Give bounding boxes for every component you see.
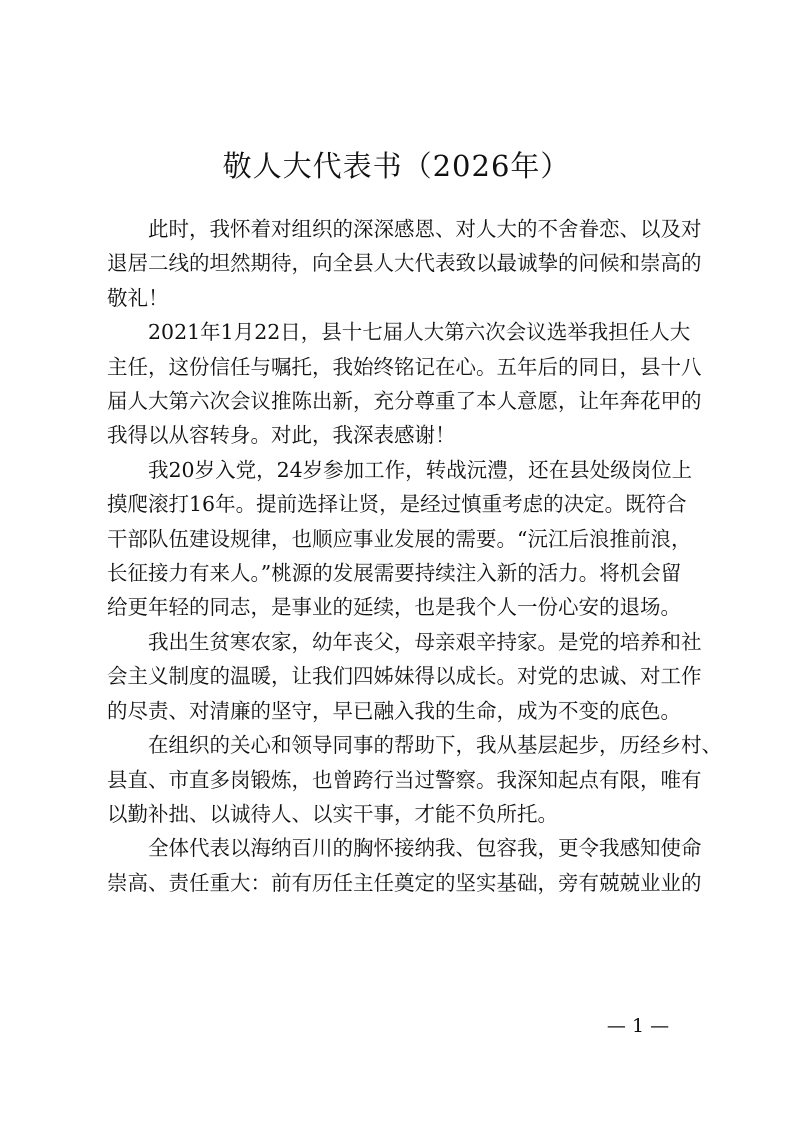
paragraph-election	[107, 315, 702, 453]
text-line: 干部队伍建设规律，也顺应事业发展的需要。“沅江后浪推前浪，	[107, 526, 692, 551]
text-line: 摸爬滚打16年。提前选择让贤，是经过慎重考虑的决定。既符合	[107, 492, 687, 517]
text-line: 以勤补拙、以诚待人、以实干事，才能不负所托。	[107, 801, 558, 826]
text-line: 退居二线的坦然期待，向全县人大代表致以最诚挚的问候和崇高的	[107, 251, 702, 276]
text-line: 此时，我怀着对组织的深深感恩、对人大的不舍眷恋、以及对	[148, 217, 702, 241]
page-number: — 1 —	[606, 1015, 670, 1037]
text-line: 会主义制度的温暖，让我们四姊妹得以成长。对党的忠诚、对工作	[107, 664, 702, 689]
text-line: 主任，这份信任与嘱托，我始终铭记在心。五年后的同日，县十八	[107, 354, 702, 379]
text-line: 我20岁入党，24岁参加工作，转战沅澧，还在县处级岗位上	[148, 457, 693, 482]
text-line: 在组织的关心和领导同事的帮助下，我从基层起步，历经乡村、	[148, 733, 722, 758]
text-line: 敬礼！	[107, 285, 169, 310]
text-line: 崇高、责任重大：前有历任主任奠定的坚实基础，旁有兢兢业业的	[107, 870, 702, 895]
paragraph-gratitude	[107, 831, 702, 900]
text-line: 长征接力有来人。”桃源的发展需要持续注入新的活力。将机会留	[107, 561, 682, 586]
text-line: 我得以从容转身。对此，我深表感谢！	[107, 423, 456, 448]
paragraph-career	[107, 453, 699, 625]
paragraph-greeting	[107, 212, 702, 315]
text-line: 给更年轻的同志，是事业的延续，也是我个人一份心安的退场。	[107, 595, 681, 620]
document-title: 敬人大代表书（2026年）	[222, 149, 571, 183]
paragraph-background	[107, 625, 702, 728]
paragraph-growth	[107, 728, 722, 831]
text-line: 我出生贫寒农家，幼年丧父，母亲艰辛持家。是党的培养和社	[148, 629, 702, 654]
text-line: 的尽责、对清廉的坚守，早已融入我的生命，成为不变的底色。	[107, 698, 681, 723]
text-line: 届人大第六次会议推陈出新，充分尊重了本人意愿，让年奔花甲的	[107, 389, 702, 414]
text-line: 2021年1月22日，县十七届人大第六次会议选举我担任人大	[148, 320, 691, 345]
text-line: 全体代表以海纳百川的胸怀接纳我、包容我，更令我感知使命	[148, 836, 702, 861]
letter-body	[107, 212, 722, 900]
text-line: 县直、市直多岗锻炼，也曾跨行当过警察。我深知起点有限，唯有	[107, 767, 702, 792]
